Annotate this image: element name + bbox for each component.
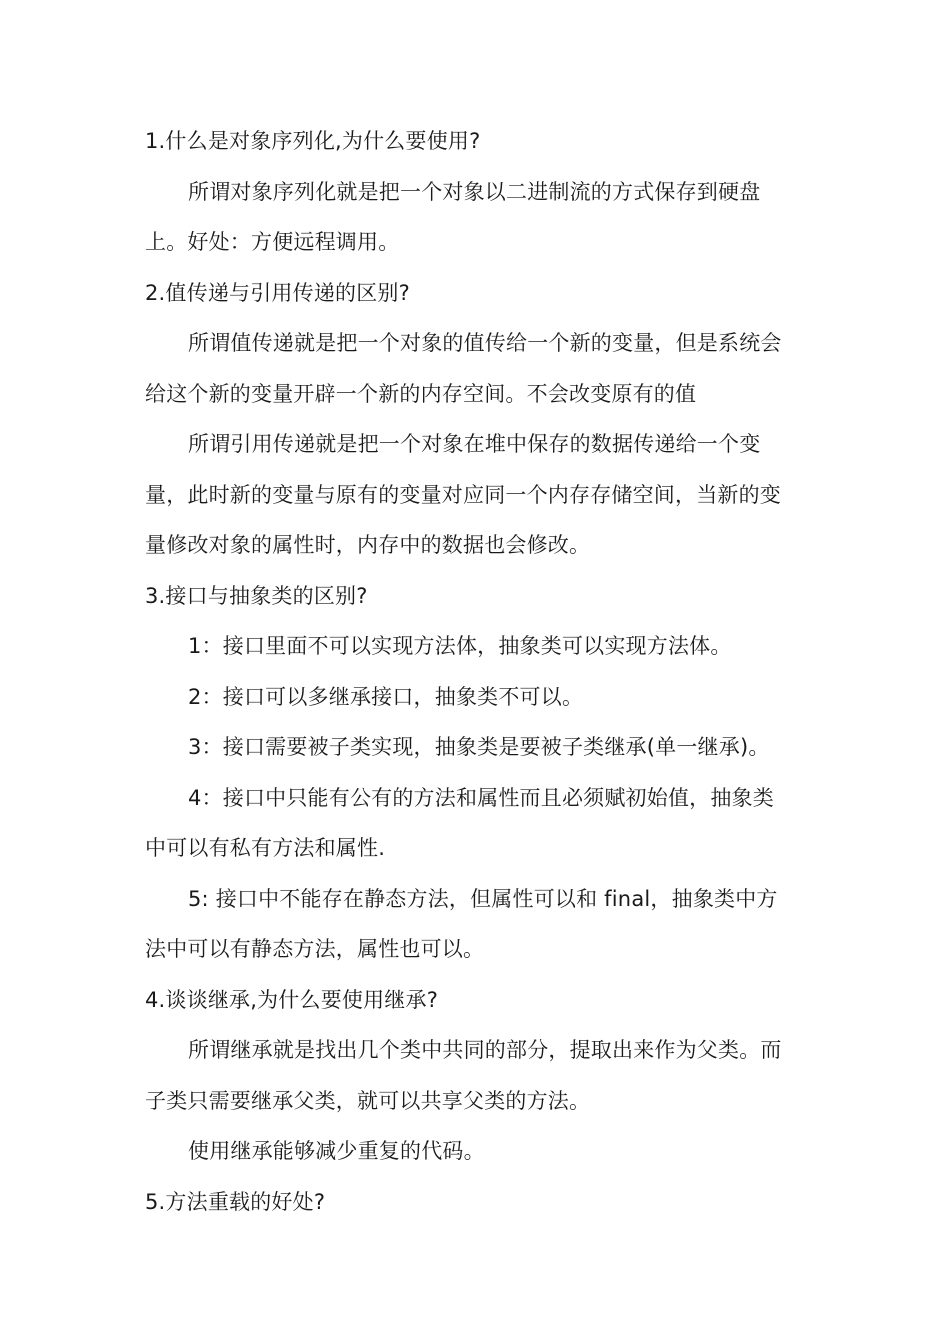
paragraph-line: 子类只需要继承父类，就可以共享父类的方法。 xyxy=(145,1088,591,1113)
list-item: 1：接口里面不可以实现方法体，抽象类可以实现方法体。 xyxy=(188,634,732,658)
paragraph-line: 量修改对象的属性时，内存中的数据也会修改。 xyxy=(145,533,591,557)
question-heading: 1.什么是对象序列化,为什么要使用? xyxy=(145,129,481,153)
document-body xyxy=(145,116,810,1227)
question-heading: 4.谈谈继承,为什么要使用继承? xyxy=(145,987,439,1012)
paragraph-line: 所谓值传递就是把一个对象的值传给一个新的变量，但是系统会 xyxy=(188,331,782,355)
question-heading: 5.方法重载的好处? xyxy=(145,1189,326,1214)
list-item: 5: 接口中不能存在静态方法，但属性可以和 final，抽象类中方 xyxy=(188,886,778,911)
paragraph-line: 给这个新的变量开辟一个新的内存空间。不会改变原有的值 xyxy=(145,381,697,406)
paragraph-line: 中可以有私有方法和属性. xyxy=(145,836,386,860)
paragraph-line: 量，此时新的变量与原有的变量对应同一个内存存储空间，当新的变 xyxy=(145,482,781,507)
list-item: 4：接口中只能有公有的方法和属性而且必须赋初始值，抽象类 xyxy=(188,785,774,810)
question-heading: 3.接口与抽象类的区别? xyxy=(145,583,368,608)
paragraph-line: 上。好处：方便远程调用。 xyxy=(145,230,400,254)
list-item: 2：接口可以多继承接口，抽象类不可以。 xyxy=(188,684,584,709)
question-heading: 2.值传递与引用传递的区别? xyxy=(145,280,410,305)
paragraph-line: 法中可以有静态方法，属性也可以。 xyxy=(145,937,485,961)
paragraph-line: 所谓引用传递就是把一个对象在堆中保存的数据传递给一个变 xyxy=(188,432,761,456)
paragraph-line: 使用继承能够减少重复的代码。 xyxy=(188,1139,485,1163)
list-item: 3：接口需要被子类实现，抽象类是要被子类继承(单一继承)。 xyxy=(188,735,770,759)
paragraph-line: 所谓继承就是找出几个类中共同的部分，提取出来作为父类。而 xyxy=(188,1038,782,1062)
paragraph-line: 所谓对象序列化就是把一个对象以二进制流的方式保存到硬盘 xyxy=(188,179,761,204)
